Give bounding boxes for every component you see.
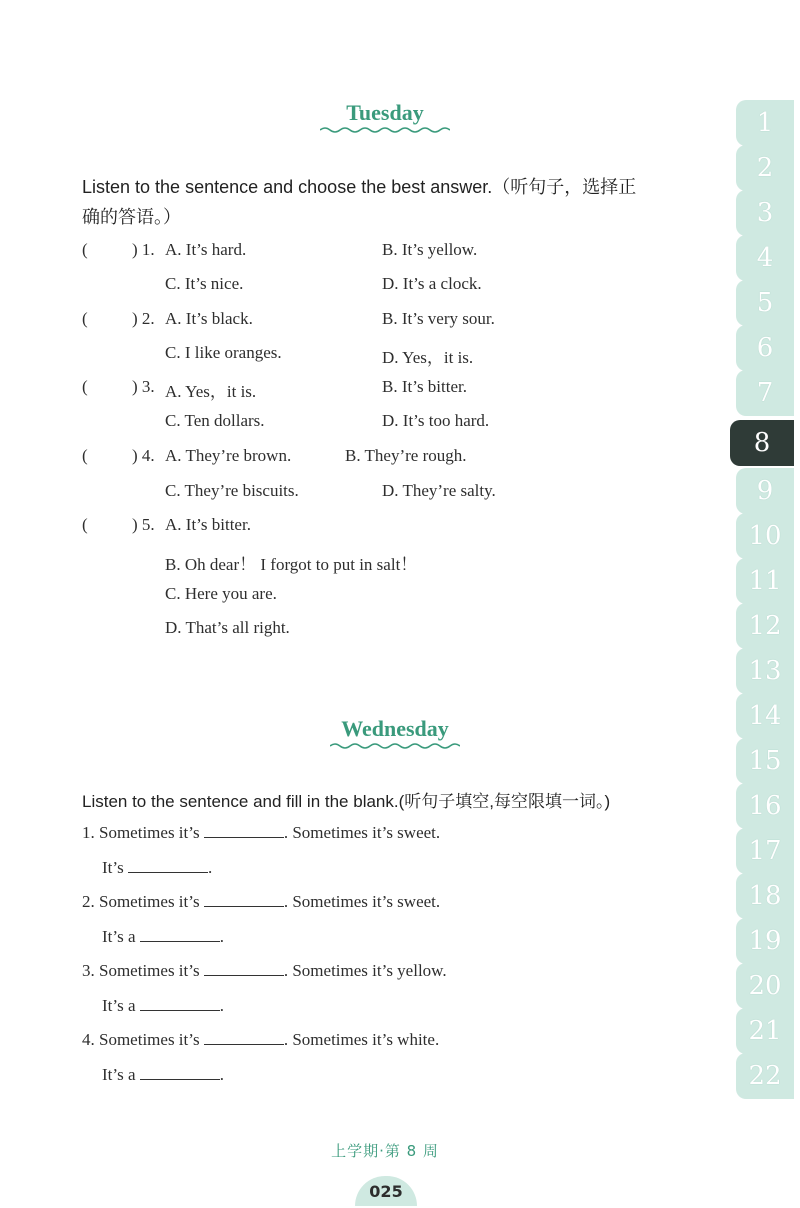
- option-b: B. It’s yellow.: [382, 240, 478, 259]
- option-b: B. Oh dear！ I forgot to put in salt！: [165, 555, 418, 574]
- tab-week-13[interactable]: 13: [736, 648, 794, 694]
- tab-week-6[interactable]: 6: [736, 325, 794, 371]
- tab-week-1[interactable]: 1: [736, 100, 794, 146]
- tab-week-4[interactable]: 4: [736, 235, 794, 281]
- blank-field[interactable]: [204, 892, 284, 907]
- option-b: B. It’s very sour.: [382, 309, 495, 328]
- answer-bracket[interactable]: (: [82, 240, 88, 259]
- tab-week-17[interactable]: 17: [736, 828, 794, 874]
- wednesday-instruction: Listen to the sentence and fill in the blank.(听句子填空,每空限填一词。): [82, 792, 611, 811]
- blank-field[interactable]: [204, 823, 284, 838]
- option-c: C. I like oranges.: [165, 343, 282, 362]
- option-a: A. It’s bitter.: [165, 515, 251, 534]
- fill-item-1: 1. Sometimes it’s . Sometimes it’s sweet.: [82, 823, 441, 842]
- tab-week-22[interactable]: 22: [736, 1053, 794, 1099]
- option-b: B. They’re rough.: [345, 446, 467, 465]
- tab-week-20[interactable]: 20: [736, 963, 794, 1009]
- option-d: D. They’re salty.: [382, 481, 496, 500]
- tuesday-heading: [0, 100, 770, 134]
- workbook-page: Tuesday Listen to the sentence and choose the best answer.（听句子，选择正 确的答语。） ( ) 1. A. It’s hard. B. It’s yellow. C. It’s nice. D. It’s a clock. ( ) 2. A. It’s black. B. It’s very sour. C. I like oranges. D. Yes，it is. ( ) 3. A. Yes，it is. B. It’s bitter. C. Ten dollars. D. It’s too hard. ( ) 4. A. They’re brown. B. They’re rough. C. They’re biscuits. D. They’re salty. ( ) 5. A. It’s bitter. B. Oh dear！ I forgot to put in salt！ C. Here you are. D. That’s all right. Wednesday Listen to the sentence and fill in the blank.(听句子填空,每空限填一词。) 1. Sometimes it’s . Sometimes it’s sweet. It’s . 2. Sometimes it’s . Sometimes it’s sweet. It’s a . 3. Sometimes it’s . Sometimes it’s yellow. It’s a . 4. Sometimes it’s . Sometimes it’s white. It’s a . 1 2 3 4 5 6 7 8 9 10 11 12 13 14 15 16 17 18 19 20 21 22 上学期·第 8 周 025: [0, 0, 800, 1207]
- option-d: D. That’s all right.: [165, 618, 290, 637]
- blank-field[interactable]: [140, 927, 220, 942]
- tuesday-instruction: Listen to the sentence and choose the best answer.（听句子，选择正 确的答语。）: [82, 177, 637, 227]
- blank-field[interactable]: [140, 996, 220, 1011]
- option-d: D. It’s too hard.: [382, 411, 490, 430]
- wave-underline-icon: [320, 126, 450, 134]
- tuesday-title: Tuesday: [346, 100, 424, 125]
- page-number: 025: [355, 1176, 417, 1206]
- tab-week-18[interactable]: 18: [736, 873, 794, 919]
- tab-week-8[interactable]: 8: [730, 420, 794, 466]
- fill-item-3: 3. Sometimes it’s . Sometimes it’s yellow.: [82, 961, 447, 980]
- tab-week-14[interactable]: 14: [736, 693, 794, 739]
- fill-item-4-second: It’s a .: [102, 1065, 225, 1084]
- option-a: A. It’s black.: [165, 309, 253, 328]
- blank-field[interactable]: [204, 1030, 284, 1045]
- fill-item-2-second: It’s a .: [102, 927, 225, 946]
- option-a: A. It’s hard.: [165, 240, 247, 259]
- option-d: D. It’s a clock.: [382, 274, 482, 293]
- blank-field[interactable]: [204, 961, 284, 976]
- answer-bracket[interactable]: (: [82, 515, 88, 534]
- tab-week-12[interactable]: 12: [736, 603, 794, 649]
- option-a: A. They’re brown.: [165, 446, 292, 465]
- fill-item-4: 4. Sometimes it’s . Sometimes it’s white.: [82, 1030, 440, 1049]
- wednesday-title: Wednesday: [341, 716, 449, 741]
- week-tabs: [736, 100, 800, 1100]
- tab-week-2[interactable]: 2: [736, 145, 794, 191]
- option-d: D. Yes，it is.: [382, 348, 474, 367]
- wednesday-heading: [10, 716, 780, 750]
- footer-label: 上学期·第 8 周: [331, 1142, 439, 1160]
- option-c: C. Ten dollars.: [165, 411, 265, 430]
- answer-bracket[interactable]: (: [82, 309, 88, 328]
- option-a: A. Yes，it is.: [165, 382, 257, 401]
- fill-item-3-second: It’s a .: [102, 996, 225, 1015]
- tab-week-11[interactable]: 11: [736, 558, 794, 604]
- blank-field[interactable]: [128, 858, 208, 873]
- tab-week-15[interactable]: 15: [736, 738, 794, 784]
- tab-week-7[interactable]: 7: [736, 370, 794, 416]
- tab-week-9[interactable]: 9: [736, 468, 794, 514]
- answer-bracket[interactable]: (: [82, 446, 88, 465]
- option-c: C. They’re biscuits.: [165, 481, 299, 500]
- answer-bracket[interactable]: (: [82, 377, 88, 396]
- tab-week-3[interactable]: 3: [736, 190, 794, 236]
- option-c: C. It’s nice.: [165, 274, 244, 293]
- fill-item-1-second: It’s .: [102, 858, 213, 877]
- tab-week-10[interactable]: 10: [736, 513, 794, 559]
- tab-week-16[interactable]: 16: [736, 783, 794, 829]
- tab-week-19[interactable]: 19: [736, 918, 794, 964]
- blank-field[interactable]: [140, 1065, 220, 1080]
- wave-underline-icon: [330, 742, 460, 750]
- tab-week-21[interactable]: 21: [736, 1008, 794, 1054]
- option-b: B. It’s bitter.: [382, 377, 467, 396]
- fill-item-2: 2. Sometimes it’s . Sometimes it’s sweet.: [82, 892, 441, 911]
- tab-week-5[interactable]: 5: [736, 280, 794, 326]
- option-c: C. Here you are.: [165, 584, 277, 603]
